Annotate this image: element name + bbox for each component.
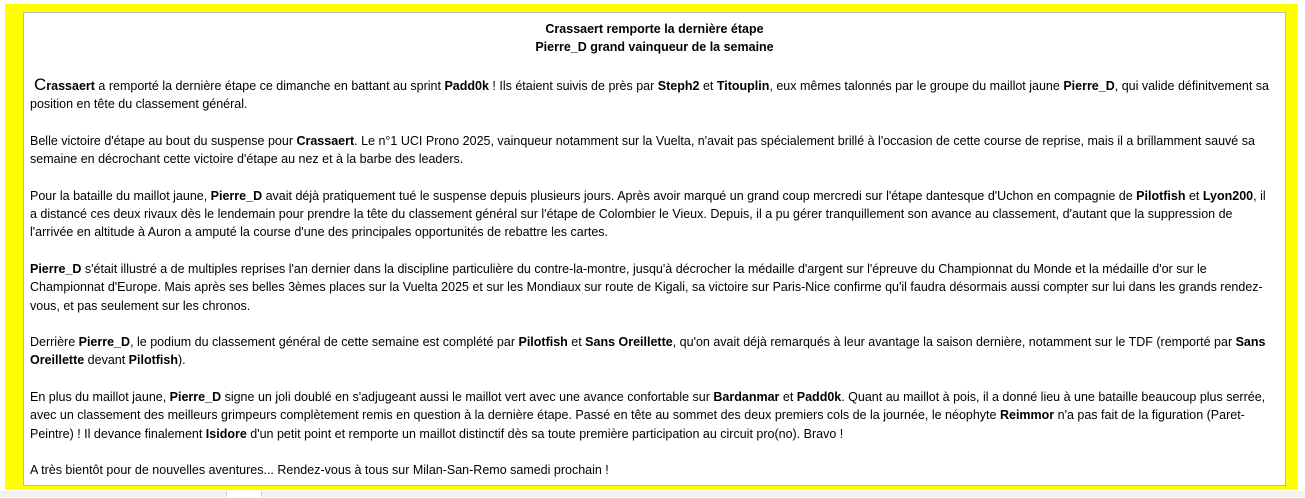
bold-name: rassaert xyxy=(46,79,95,93)
bold-name: Pilotfish xyxy=(1136,188,1186,203)
text-run: , qu'on avait déjà remarqués à leur avantage la saison dernière, notamment sur le TDF (remporté par xyxy=(672,335,1236,350)
drop-cap: C xyxy=(34,75,47,94)
article-paragraph xyxy=(30,77,1270,114)
text-run: . Le n°1 UCI Prono 2025, vainqueur notamment sur la Vuelta, n'avait pas spécialement brillé à l'occasion de cette course de reprise, mais il a brillamment sauvé sa semaine en décrochant cette victoire d'étape au nez et à la barbe des leaders. xyxy=(30,133,1255,167)
bold-name: Isidore xyxy=(205,426,247,441)
text-run: d'un petit point et remporte un maillot distinctif dès sa toute première participation au circuit pro(no). Bravo ! xyxy=(246,426,844,441)
title-line-1: Crassaert remporte la dernière étape xyxy=(545,22,764,36)
article-paragraph xyxy=(30,388,1270,443)
bold-name: Bardanmar xyxy=(713,390,780,405)
bold-name: Pierre_D xyxy=(1063,79,1115,93)
sheet-tab[interactable] xyxy=(226,491,262,497)
bottom-strip xyxy=(0,491,1305,497)
bold-name: Lyon200 xyxy=(1202,188,1254,203)
text-run: A très bientôt pour de nouvelles aventures... Rendez-vous à tous sur Milan-San-Remo samedi prochain ! xyxy=(30,463,609,478)
bold-name: Titouplin xyxy=(716,79,770,93)
text-run: et xyxy=(779,390,797,405)
article-paragraph xyxy=(30,132,1270,169)
bold-name: Sans Oreillette xyxy=(585,335,673,350)
bold-name: Crassaert xyxy=(296,133,355,148)
text-run: , le podium du classement général de cette semaine est complété par xyxy=(130,335,519,350)
text-run: s'était illustré a de multiples reprises l'an dernier dans la discipline particulière du contre-la-montre, jusqu'à décrocher la médaille d'argent sur l'épreuve du Championnat du Monde et la médaille d'or sur le Championnat d'Europe. Mais après ses belles 3èmes places sur la Vuelta 2025 et sur les Mondiaux sur route de Kigali, sa victoire sur Paris-Nice confirme qu'il faudra désormais aussi compter sur lui dans les grands rendez-vous, et pas seulement sur les chronos. xyxy=(30,261,1263,313)
text-run: et xyxy=(567,335,586,350)
bold-name: Pierre_D xyxy=(78,335,131,350)
bold-name: Pierre_D xyxy=(210,188,263,203)
article-title xyxy=(24,20,1285,56)
article-paragraph xyxy=(30,260,1270,315)
bold-name: Sans Oreillette xyxy=(30,335,1266,368)
text-run: et xyxy=(699,79,717,93)
text-run: En plus du maillot jaune, xyxy=(30,390,170,405)
text-run: avait déjà pratiquement tué le suspense depuis plusieurs jours. Après avoir marqué un grand coup mercredi sur l'étape dantesque d'Uchon en compagnie de xyxy=(262,188,1137,203)
bold-name: Padd0k xyxy=(796,390,842,405)
article-body xyxy=(30,77,1270,498)
text-run: Pour la bataille du maillot jaune, xyxy=(30,188,211,203)
title-line-2: Pierre_D grand vainqueur de la semaine xyxy=(535,40,774,54)
article-box xyxy=(23,12,1286,486)
text-run: ). xyxy=(177,353,186,368)
text-run: , qui valide définitvement sa position en tête du classement général. xyxy=(30,79,1270,112)
bold-name: Steph2 xyxy=(657,79,700,93)
text-run: , il a distancé ces deux rivaux dès le lendemain pour prendre la tête du classement général sur l'étape de Colombier le Vieux. Depuis, il a pu gérer tranquillement son avance au classement, d'autant que la suppression de l'arrivée en altitude à Auron a amputé la course d'une des principales opportunités de rebattre les cartes. xyxy=(30,188,1266,240)
article-paragraph xyxy=(30,333,1270,370)
text-run: ! Ils étaient suivis de près par xyxy=(488,79,658,93)
text-run: et xyxy=(1185,188,1203,203)
yellow-frame xyxy=(5,4,1298,490)
bold-name: Padd0k xyxy=(444,79,489,93)
text-run: n'a pas fait de la figuration (Paret-Peintre) ! Il devance finalement xyxy=(30,408,1245,441)
text-run: Derrière xyxy=(30,335,79,350)
bold-name: Pierre_D xyxy=(30,261,82,276)
bold-name: Pierre_D xyxy=(169,390,222,405)
article-paragraph xyxy=(30,187,1270,242)
text-run: , eux mêmes talonnés par le groupe du maillot jaune xyxy=(769,79,1064,93)
text-run: a remporté la dernière étape ce dimanche en battant au sprint xyxy=(94,79,445,93)
text-run: . Quant au maillot à pois, il a donné lieu à une bataille beaucoup plus serrée, avec un classement des meilleurs grimpeurs complètement remis en question à la dernière étape. Passé en tête au sommet des deux premiers cols de la journée, le néophyte xyxy=(30,390,1266,423)
bold-name: Reimmor xyxy=(999,408,1055,423)
article-paragraph xyxy=(30,461,1270,479)
text-run: Belle victoire d'étape au bout du suspense pour xyxy=(30,133,297,148)
bold-name: Pilotfish xyxy=(128,353,178,368)
bold-name: Pilotfish xyxy=(518,335,568,350)
text-run: devant xyxy=(84,353,129,368)
text-run: signe un joli doublé en s'adjugeant aussi le maillot vert avec une avance confortable sur xyxy=(221,390,714,405)
